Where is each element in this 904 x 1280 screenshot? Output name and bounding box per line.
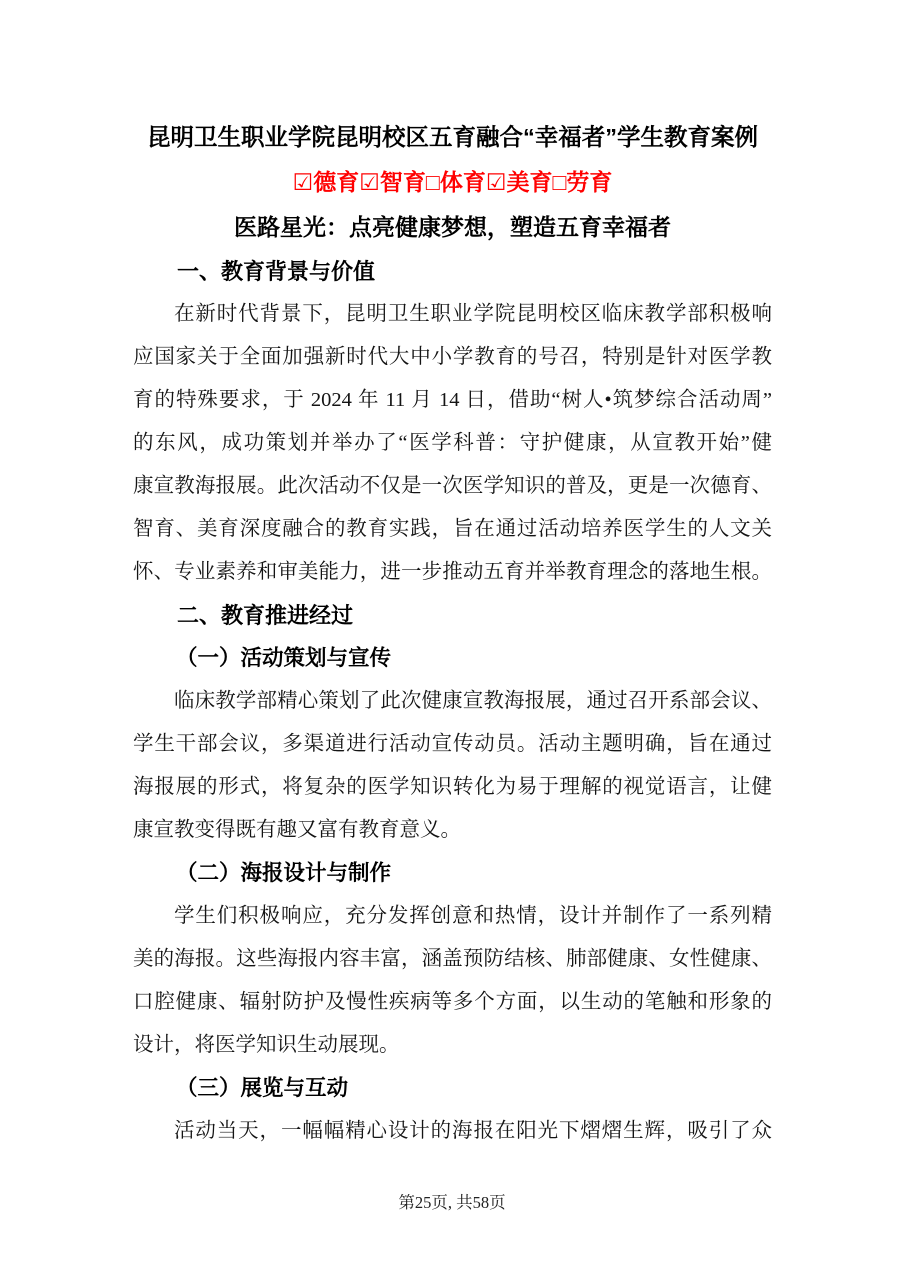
check-item-label: 劳育 [566, 169, 613, 195]
check-item-zhiyu [359, 169, 426, 195]
check-item-tiyu [426, 169, 486, 195]
paragraph [133, 1110, 772, 1153]
check-item-label: 体育 [439, 169, 486, 195]
checkbox-unchecked-icon: □ [552, 169, 567, 195]
document-body [133, 250, 772, 1153]
check-item-label: 美育 [506, 169, 553, 195]
checkbox-checked-icon: ☑ [359, 169, 380, 195]
education-category-checkbox-row [133, 160, 772, 205]
page-number-footer: 第25页, 共58页 [398, 1193, 506, 1212]
check-item-meiyu [486, 169, 553, 195]
document-title: 昆明卫生职业学院昆明校区五育融合“幸福者”学生教育案例 [147, 124, 758, 150]
checkbox-unchecked-icon: □ [425, 169, 440, 195]
section-heading: 一、教育背景与价值 [177, 259, 376, 284]
paragraph [133, 680, 772, 852]
checkbox-checked-icon: ☑ [485, 169, 507, 195]
paragraph-line: 临床教学部精心策划了此次健康宣教海报展，通过召开系部会议、 [174, 690, 772, 712]
check-item-label: 德育 [313, 169, 360, 195]
paragraph-line: 活动当天，一幅幅精心设计的海报在阳光下熠熠生辉，吸引了众 [174, 1120, 772, 1142]
paragraph-line: 智育、美育深度融合的教育实践，旨在通过活动培养医学生的人文关 [133, 518, 772, 540]
paragraph-line: 康宣教变得既有趣又富有教育意义。 [133, 819, 461, 841]
subsection-heading: （三）展览与互动 [176, 1076, 349, 1100]
paragraph-line: 口腔健康、辐射防护及慢性疾病等多个方面，以生动的笔触和形象的 [133, 991, 772, 1013]
paragraph-line: 的东风，成功策划并举办了“医学科普：守护健康，从宣教开始”健 [133, 432, 772, 454]
section-heading: 二、教育推进经过 [177, 603, 354, 628]
document-subtitle: 医路星光：点亮健康梦想，塑造五育幸福者 [234, 214, 671, 240]
check-item-label: 智育 [379, 169, 426, 195]
paragraph [133, 293, 772, 594]
checkbox-checked-icon: ☑ [292, 169, 314, 195]
paragraph-line: 育的特殊要求，于 2024 年 11 月 14 日，借助“树人•筑梦综合活动周” [133, 389, 772, 411]
paragraph-line: 海报展的形式，将复杂的医学知识转化为易于理解的视觉语言，让健 [133, 776, 772, 798]
subsection-heading: （一）活动策划与宣传 [176, 646, 392, 670]
paragraph-line: 学生们积极响应，充分发挥创意和热情，设计并制作了一系列精 [174, 905, 772, 927]
paragraph-line: 在新时代背景下，昆明卫生职业学院昆明校区临床教学部积极响 [174, 303, 772, 325]
paragraph-line: 美的海报。这些海报内容丰富，涵盖预防结核、肺部健康、女性健康、 [133, 948, 772, 970]
paragraph-line: 设计，将医学知识生动展现。 [133, 1034, 400, 1056]
paragraph-line: 怀、专业素养和审美能力，进一步推动五育并举教育理念的落地生根。 [133, 561, 772, 583]
paragraph [133, 895, 772, 1067]
check-item-laoyu [552, 169, 612, 195]
paragraph-line: 学生干部会议，多渠道进行活动宣传动员。活动主题明确，旨在通过 [133, 733, 772, 755]
paragraph-line: 应国家关于全面加强新时代大中小学教育的号召，特别是针对医学教 [133, 346, 772, 368]
paragraph-line: 康宣教海报展。此次活动不仅是一次医学知识的普及，更是一次德育、 [133, 475, 772, 497]
check-item-deyu [293, 169, 360, 195]
subsection-heading: （二）海报设计与制作 [176, 861, 392, 885]
